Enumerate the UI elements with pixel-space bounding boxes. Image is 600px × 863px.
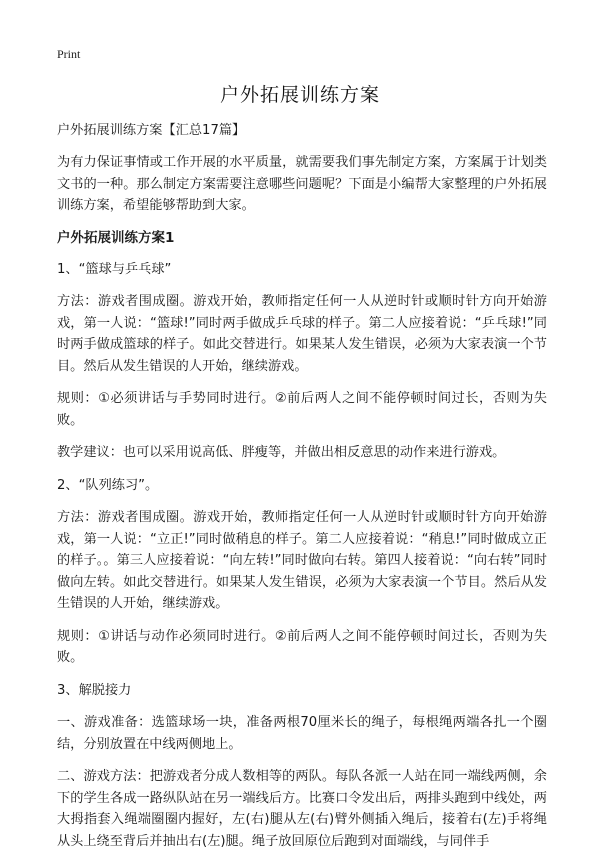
item1-method: 方法：游戏者围成圈。游戏开始，教师指定任何一人从逆时针或顺时针方向开始游戏，第一人说：“篮球!”同时两手做成乒乓球的样子。第二人应接着说：“乒乓球!”同时两手做成篮球的样子。如此交替进行。如果某人发生错误，必须为大家表演一个节目。然后从发生错误的人开始，继续游戏。 [57,294,547,374]
item2-method: 方法：游戏者围成圈。游戏开始，教师指定任何一人从逆时针或顺时针方向开始游戏，第一人说：“立正!”同时做稍息的样子。第二人应接着说：“稍息!”同时做成立正的样子。。第三人应接着说：“向左转!”同时做向右转。第四人接着说：“向右转”同时做向左转。如此交替进行。如果某人发生错误，必须为大家表演一个节目。然后从发生错误的人开始，继续游戏。 [57,510,547,611]
item1-title: 1、“篮球与乒乓球” [57,261,172,277]
item3-title: 3、解脱接力 [57,682,132,698]
item1-rule: 规则：①必须讲话与手势同时进行。②前后两人之间不能停顿时间过长，否则为失败。 [57,391,547,428]
document-title: 户外拓展训练方案 [219,84,380,106]
item1-tip: 教学建议：也可以采用说高低、胖瘦等，并做出相反意思的动作来进行游戏。 [57,445,506,460]
document-subtitle: 户外拓展训练方案【汇总17篇】 [57,123,246,138]
print-link[interactable]: Print [57,47,81,61]
item2-rule: 规则：①讲话与动作必须同时进行。②前后两人之间不能停顿时间过长，否则为失败。 [57,628,547,665]
section-heading: 户外拓展训练方案1 [57,229,175,246]
intro-paragraph: 为有力保证事情或工作开展的水平质量，就需要我们事先制定方案，方案属于计划类文书的一种。那么制定方案需要注意哪些问题呢？下面是小编帮大家整理的户外拓展训练方案，希望能够帮助到大家。 [57,155,547,213]
item2-title: 2、“队列练习”。 [57,477,159,493]
item3-method: 二、游戏方法：把游戏者分成人数相等的两队。每队各派一人站在同一端线两侧，余下的学生各成一路纵队站在另一端线后方。比赛口令发出后，两排头跑到中线处，两大拇指套入绳端圈圈内握好，左(右)腿从左(右)臂外侧插入绳后，接着右(左)手将绳从头上绕至背后并抽出右(左)腿。绳子放回原位后跑到对面端线，与同伴手 [57,769,547,849]
item3-prep: 一、游戏准备：选篮球场一块，准备两根70厘米长的绳子，每根绳两端各扎一个圈结，分别放置在中线两侧地上。 [57,715,547,752]
document-body [57,120,547,863]
